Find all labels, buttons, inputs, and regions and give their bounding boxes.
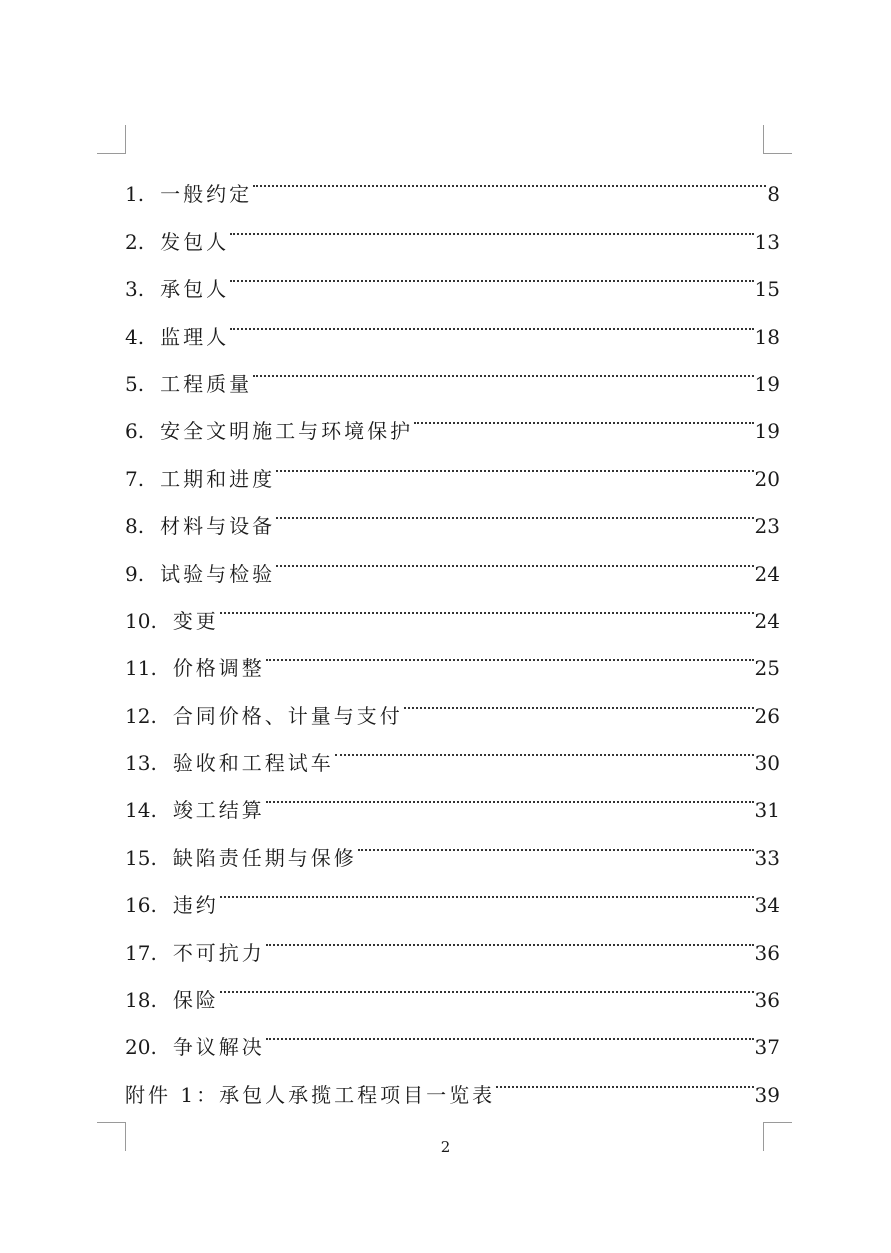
- toc-dot-leader: [404, 675, 754, 722]
- toc-dot-leader: [266, 1007, 754, 1054]
- toc-entry-page: 34: [754, 893, 780, 918]
- toc-entry-page: 24: [754, 561, 780, 586]
- toc-entry-title: 缺陷责任期与保修: [172, 845, 357, 870]
- page-number: 2: [440, 1138, 451, 1156]
- toc-entry-title: 合同价格、计量与支付: [172, 703, 403, 728]
- toc-entry[interactable]: [125, 1007, 780, 1060]
- toc-entry-page: 23: [754, 514, 780, 539]
- crop-mark-top-left: [97, 125, 126, 154]
- toc-entry-number: 2.: [125, 229, 145, 254]
- toc-entry-number: 16.: [125, 893, 157, 918]
- toc-dot-leader: [266, 912, 754, 959]
- toc-entry-page: 19: [754, 371, 780, 396]
- crop-mark-top-right: [763, 125, 792, 154]
- toc-entry-title: 监理人: [160, 324, 230, 349]
- toc-entry-title: 不可抗力: [172, 940, 265, 965]
- toc-dot-leader: [496, 1054, 753, 1101]
- toc-entry[interactable]: [125, 865, 780, 918]
- toc-entry-title: 竣工结算: [172, 798, 265, 823]
- toc-entry-number: 4.: [125, 324, 145, 349]
- toc-entry-page: 36: [754, 988, 780, 1013]
- toc-entry-number: 8.: [125, 514, 145, 539]
- toc-entry-title: 材料与设备: [160, 514, 276, 539]
- toc-entry-title: 保险: [172, 988, 219, 1013]
- toc-entry-number: 12.: [125, 703, 157, 728]
- toc-dot-leader: [253, 154, 766, 201]
- toc-dot-leader: [230, 296, 753, 343]
- toc-dot-leader: [335, 723, 754, 770]
- table-of-contents: [125, 154, 780, 1107]
- toc-entry-page: 26: [754, 703, 780, 728]
- toc-entry-number: 6.: [125, 419, 145, 444]
- toc-entry-title: 工程质量: [160, 371, 253, 396]
- toc-entry-page: 19: [754, 419, 780, 444]
- toc-entry-number: 20.: [125, 1035, 157, 1060]
- toc-dot-leader: [230, 249, 753, 296]
- toc-entry-title: 附件 1：承包人承揽工程项目一览表: [125, 1082, 496, 1107]
- toc-entry-title: 价格调整: [172, 656, 265, 681]
- toc-entry-number: 9.: [125, 561, 145, 586]
- toc-entry-number: 10.: [125, 608, 157, 633]
- toc-entry[interactable]: [125, 960, 780, 1013]
- toc-entry-page: 33: [754, 845, 780, 870]
- toc-entry-page: 36: [754, 940, 780, 965]
- toc-entry-title: 试验与检验: [160, 561, 276, 586]
- toc-entry[interactable]: [125, 912, 780, 965]
- toc-dot-leader: [414, 391, 753, 438]
- toc-dot-leader: [358, 817, 754, 864]
- toc-entry-page: 30: [754, 751, 780, 776]
- toc-entry-page: 25: [754, 656, 780, 681]
- toc-entry-page: 8: [767, 182, 780, 207]
- toc-entry-title: 安全文明施工与环境保护: [160, 419, 414, 444]
- toc-entry-number: 15.: [125, 845, 157, 870]
- toc-dot-leader: [220, 960, 754, 1007]
- toc-entry-number: 11.: [125, 656, 157, 681]
- toc-dot-leader: [266, 770, 754, 817]
- toc-entry-title: 发包人: [160, 229, 230, 254]
- toc-entry[interactable]: [125, 628, 780, 681]
- toc-entry-page: 15: [754, 277, 780, 302]
- toc-dot-leader: [276, 486, 753, 533]
- toc-entry[interactable]: [125, 581, 780, 633]
- toc-entry-page: 13: [754, 229, 780, 254]
- toc-entry-number: 17.: [125, 940, 157, 965]
- toc-entry-page: 18: [754, 324, 780, 349]
- toc-entry-page: 24: [754, 608, 780, 633]
- toc-dot-leader: [230, 201, 753, 248]
- toc-entry-title: 变更: [172, 608, 219, 633]
- toc-dot-leader: [220, 865, 754, 912]
- toc-entry-title: 验收和工程试车: [172, 751, 334, 776]
- toc-entry-title: 违约: [172, 893, 219, 918]
- toc-entry[interactable]: [125, 154, 780, 207]
- toc-entry-page: 37: [754, 1035, 780, 1060]
- toc-dot-leader: [266, 628, 754, 675]
- toc-entry-number: 1.: [125, 182, 145, 207]
- toc-dot-leader: [253, 344, 753, 391]
- toc-entry-title: 承包人: [160, 277, 230, 302]
- toc-dot-leader: [220, 581, 754, 628]
- toc-entry-number: 3.: [125, 277, 145, 302]
- toc-entry-number: 5.: [125, 371, 145, 396]
- toc-entry-title: 争议解决: [172, 1035, 265, 1060]
- toc-dot-leader: [276, 438, 753, 485]
- toc-entry-page: 31: [754, 798, 780, 823]
- toc-entry-title: 工期和进度: [160, 466, 276, 491]
- toc-dot-leader: [276, 533, 753, 580]
- toc-entry-number: 7.: [125, 466, 145, 491]
- toc-entry-title: 一般约定: [160, 182, 253, 207]
- toc-entry-number: 18.: [125, 988, 157, 1013]
- toc-entry-number: 14.: [125, 798, 157, 823]
- toc-entry-number: 13.: [125, 751, 157, 776]
- toc-entry-page: 39: [754, 1082, 780, 1107]
- toc-entry-page: 20: [754, 466, 780, 491]
